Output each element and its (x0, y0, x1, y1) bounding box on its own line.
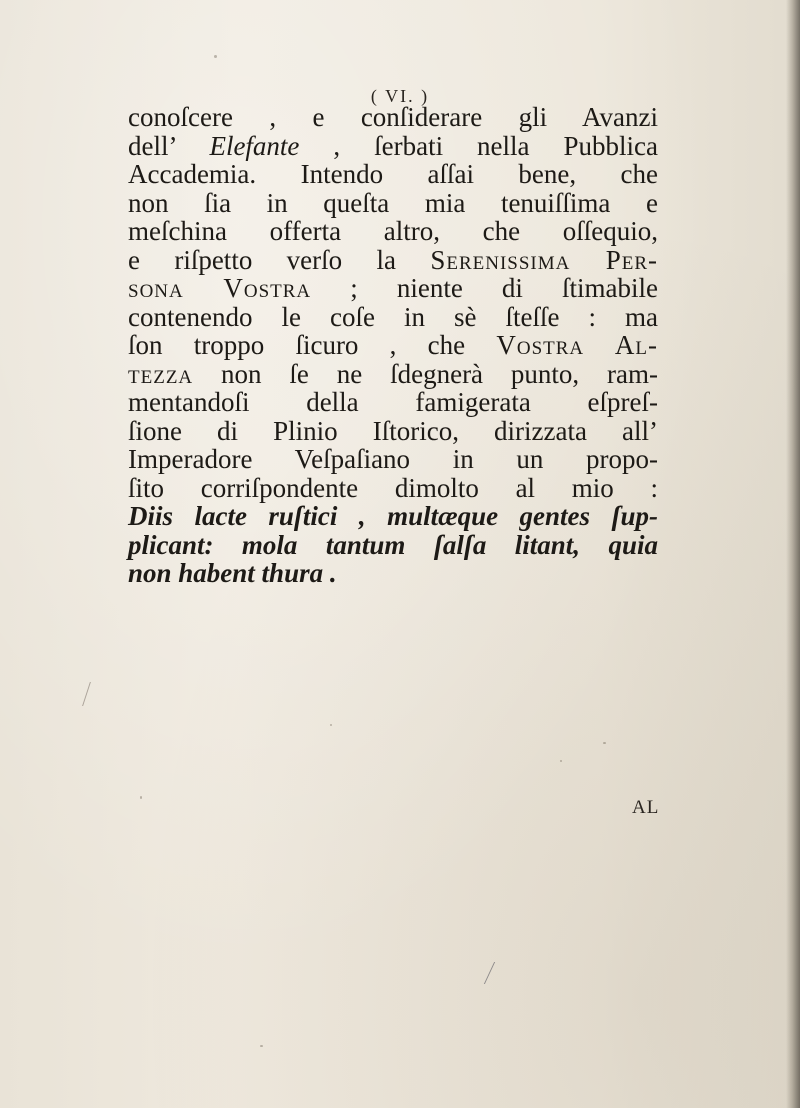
body-text (128, 104, 658, 589)
text-segment: plicant: mola tantum ſalſa litant, quia (128, 529, 658, 560)
text-line (128, 130, 658, 161)
text-segment: tezza (128, 358, 194, 389)
text-segment: Elefante (209, 130, 300, 161)
text-line (128, 472, 658, 503)
paper-speck (560, 760, 562, 762)
text-segment: e riſpetto verſo la (128, 244, 431, 275)
text-line (128, 529, 658, 560)
text-line (128, 560, 658, 588)
text-segment: conoſcere , e conſiderare gli Avanzi (128, 102, 658, 132)
page-header: ( VI. ) (370, 86, 430, 106)
text-segment: ſione di Plinio Iſtorico, dirizzata all’ (128, 415, 658, 446)
margin-mark (82, 682, 101, 706)
text-segment: dell’ (128, 130, 210, 161)
text-line (128, 104, 658, 132)
text-line (128, 244, 658, 275)
text-line (128, 187, 658, 218)
text-segment: , ſerbati nella Pubblica (299, 130, 658, 161)
text-segment: Diis lacte ruſtici , multæque gentes ſup- (128, 501, 658, 531)
paper-speck (330, 724, 332, 726)
text-segment: ; niente di ſtimabile (311, 273, 659, 303)
text-segment: meſchina offerta altro, che oſſequio, (128, 216, 658, 246)
paper-speck (603, 742, 606, 744)
text-line (128, 446, 658, 474)
paper-speck (140, 796, 142, 799)
text-line (128, 275, 658, 303)
text-line (128, 503, 658, 531)
text-segment: Imperadore Veſpaſiano in un propo- (128, 444, 658, 474)
text-segment: Vostra Al- (496, 330, 658, 360)
text-line (128, 415, 658, 446)
paper-speck (214, 55, 217, 58)
paper-speck (260, 1045, 263, 1047)
text-segment: ſito corriſpondente dimolto al mio : (128, 472, 658, 503)
text-segment: non ſia in queſta mia tenuiſſima e (128, 187, 658, 218)
text-line (128, 161, 658, 189)
text-line (128, 332, 658, 360)
text-segment: ſon troppo ſicuro , che (128, 330, 497, 360)
text-segment: non ſe ne ſdegnerà punto, ram- (193, 358, 658, 389)
page-edge-shadow (786, 0, 800, 1108)
text-line (128, 301, 658, 332)
ink-mark (484, 962, 509, 984)
text-segment: Accademia. Intendo aſſai bene, che (128, 159, 658, 189)
catchword: AL (632, 797, 660, 818)
text-segment: Serenissima Per- (430, 244, 658, 275)
text-segment: mentandoſi della famigerata eſpreſ- (128, 387, 658, 417)
text-segment: contenendo le coſe in sè ſteſſe : ma (128, 301, 658, 332)
text-segment: sona Vostra (128, 273, 312, 303)
text-line (128, 218, 658, 246)
text-line (128, 389, 658, 417)
text-segment: non habent thura . (128, 558, 337, 588)
text-line (128, 358, 658, 389)
